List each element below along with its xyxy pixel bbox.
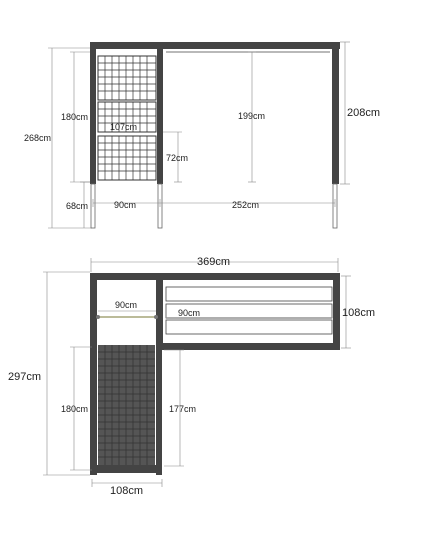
top-dim-bottom-width: 108cm — [110, 485, 144, 497]
front-dim-mid-height: 72cm — [166, 153, 189, 163]
climbing-net-panel-upper — [98, 56, 156, 100]
top-lower-frame-right — [156, 343, 162, 475]
top-lower-frame-bottom — [90, 465, 162, 473]
top-frame-upper-beam — [90, 273, 340, 280]
left-tower-top-beam — [90, 42, 166, 49]
left-tower-post-right — [157, 42, 163, 184]
front-dim-left-width: 90cm — [114, 200, 137, 210]
front-dim-overall-height: 268cm — [24, 133, 52, 143]
top-lower-slide-bed — [98, 345, 155, 465]
top-dim-overall-depth: 297cm — [8, 371, 42, 383]
right-frame-post — [332, 42, 339, 184]
climbing-net-panel-lower — [98, 136, 156, 180]
top-frame-divider-post — [156, 273, 163, 350]
top-dim-grid-length: 180cm — [61, 404, 89, 414]
left-tower-post-left — [90, 42, 96, 184]
front-dim-slide-label: 107cm — [110, 122, 138, 132]
front-dim-top-inner-height: 180cm — [61, 112, 89, 122]
top-frame-left-post — [90, 273, 97, 475]
top-frame-right-post — [333, 273, 340, 350]
front-dim-bottom-height: 68cm — [66, 201, 89, 211]
front-dim-right-inner-height: 199cm — [238, 111, 266, 121]
front-dim-right-width: 252cm — [232, 200, 260, 210]
top-dim-inner-width-right: 90cm — [178, 308, 201, 318]
top-frame-lower-beam — [156, 343, 340, 350]
top-dim-overall-width: 369cm — [197, 256, 231, 268]
top-dim-rail-length: 177cm — [169, 404, 197, 414]
top-view — [8, 256, 375, 497]
top-dim-right-depth: 108cm — [342, 307, 376, 319]
front-view — [24, 42, 380, 228]
top-dim-inner-width-left: 90cm — [115, 300, 138, 310]
right-frame-top-beam — [160, 42, 340, 49]
front-dim-right-outer-height: 208cm — [347, 107, 381, 119]
